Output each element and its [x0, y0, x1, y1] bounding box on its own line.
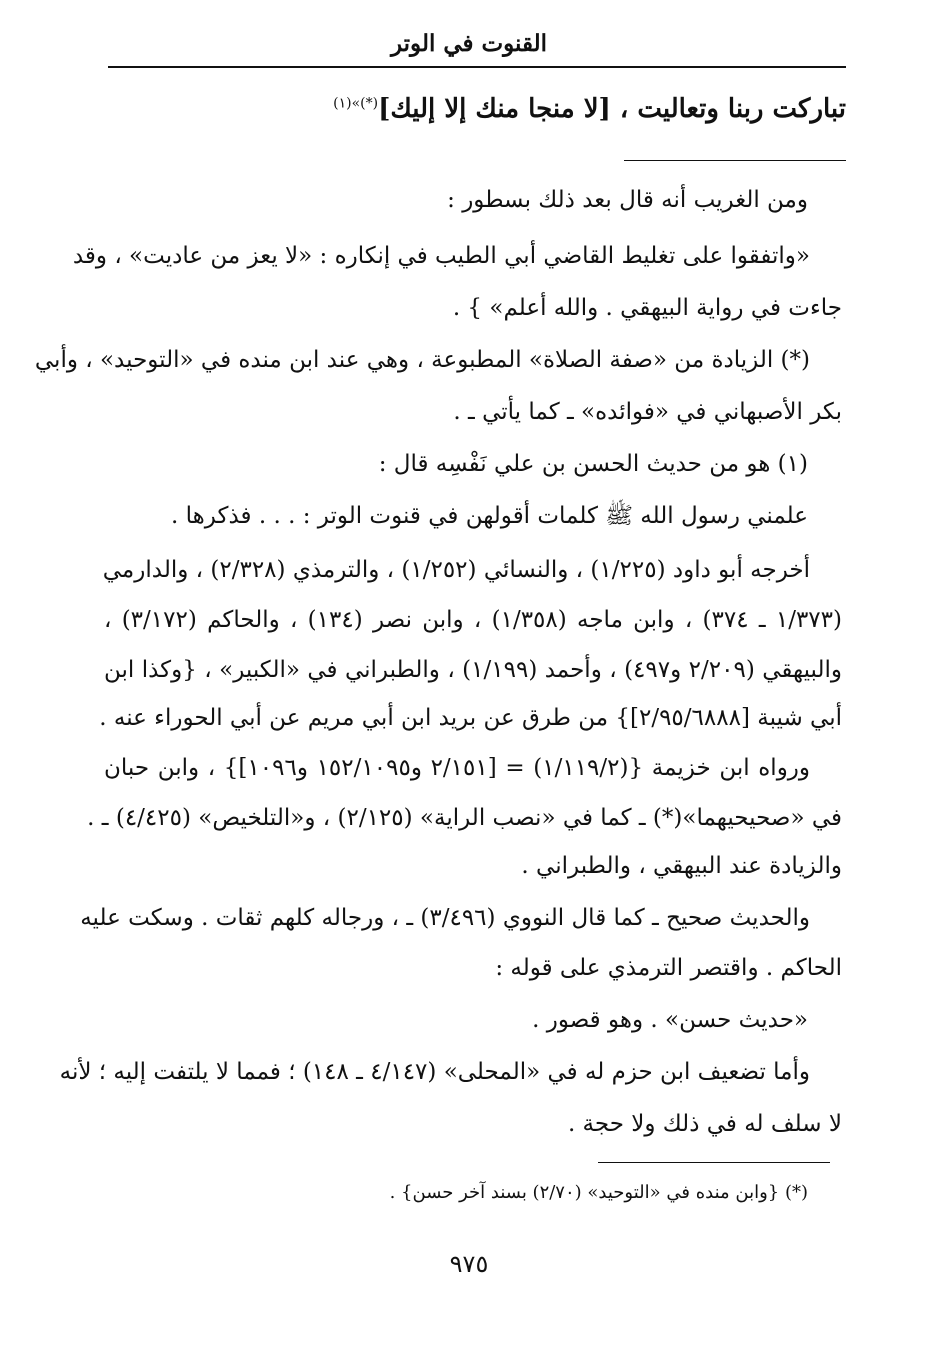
text-line-19: لا سلف له في ذلك ولا حجة .	[567, 1111, 842, 1137]
heading-rule	[624, 160, 846, 161]
text-line-12: ورواه ابن خزيمة {(١/١١٩/٢) = [٢/١٥١ و١٥٢/١٠٩٥ و١٠٩٦]} ، وابن حبان	[104, 755, 811, 781]
text-line-11: أبي شيبة [٢/٩٥/٦٨٨٨]} من طرق عن بريد ابن أبي مريم عن أبي الحوراء عنه .	[99, 705, 842, 731]
heading-text: تباركت ربنا وتعاليت ، [لا منجا منك إلا إليك]	[378, 94, 846, 124]
text-line-18: وأما تضعيف ابن حزم له في «المحلى» (٤/١٤٧ ـ ١٤٨) ؛ فمما لا يلتفت إليه ؛ لأنه	[59, 1059, 810, 1085]
footnote-rule	[598, 1162, 830, 1163]
page-number: ٩٧٥	[449, 1250, 489, 1278]
text-line-5: بكر الأصبهاني في «فوائده» ـ كما يأتي ـ .	[453, 399, 842, 425]
text-line-15: والحديث صحيح ـ كما قال النووي (٣/٤٩٦) ـ ، ورجاله كلهم ثقات . وسكت عليه	[80, 905, 810, 931]
text-line-9: (١/٣٧٣ ـ ٣٧٤) ، وابن ماجه (١/٣٥٨) ، وابن نصر (١٣٤) ، والحاكم (٣/١٧٢) ،	[104, 607, 842, 633]
text-line-4: (*) الزيادة من «صفة الصلاة» المطبوعة ، وهي عند ابن منده في «التوحيد» ، وأبي	[34, 347, 810, 373]
heading-footnote-marks: (*)»(١)	[333, 95, 379, 112]
text-line-14: والزيادة عند البيهقي ، والطبراني .	[521, 853, 842, 879]
section-heading	[333, 94, 846, 124]
text-line-1: ومن الغريب أنه قال بعد ذلك بسطور :	[447, 187, 808, 213]
text-line-2: «واتفقوا على تغليط القاضي أبي الطيب في إنكاره : «لا يعز من عاديت» ، وقد	[72, 243, 810, 269]
running-head: القنوت في الوتر	[390, 30, 548, 57]
text-line-16: الحاكم . واقتصر الترمذي على قوله :	[495, 955, 842, 981]
text-line-3: جاءت في رواية البيهقي . والله أعلم» } .	[452, 295, 842, 321]
text-line-7: علمني رسول الله ﷺ كلمات أقولهن في قنوت الوتر : . . . فذكرها .	[171, 503, 808, 529]
text-line-6: (١) هو من حديث الحسن بن علي نَفْسِه قال :	[378, 451, 808, 477]
text-line-13: في «صحيحيهما»(*) ـ كما في «نصب الراية» (٢/١٢٥) ، و«التلخيص» (٤/٤٢٥) ـ .	[87, 805, 842, 831]
footnote: (*) {وابن منده في «التوحيد» (٢/٧٠) بسند آخر حسن} .	[389, 1182, 808, 1203]
header-rule	[108, 66, 846, 68]
text-line-10: والبيهقي (٢/٢٠٩ و٤٩٧) ، وأحمد (١/١٩٩) ، والطبراني في «الكبير» ، {وكذا ابن	[104, 657, 842, 683]
text-line-17: «حديث حسن» . وهو قصور .	[532, 1007, 808, 1033]
text-line-8: أخرجه أبو داود (١/٢٢٥) ، والنسائي (١/٢٥٢) ، والترمذي (٢/٣٢٨) ، والدارمي	[102, 557, 810, 583]
